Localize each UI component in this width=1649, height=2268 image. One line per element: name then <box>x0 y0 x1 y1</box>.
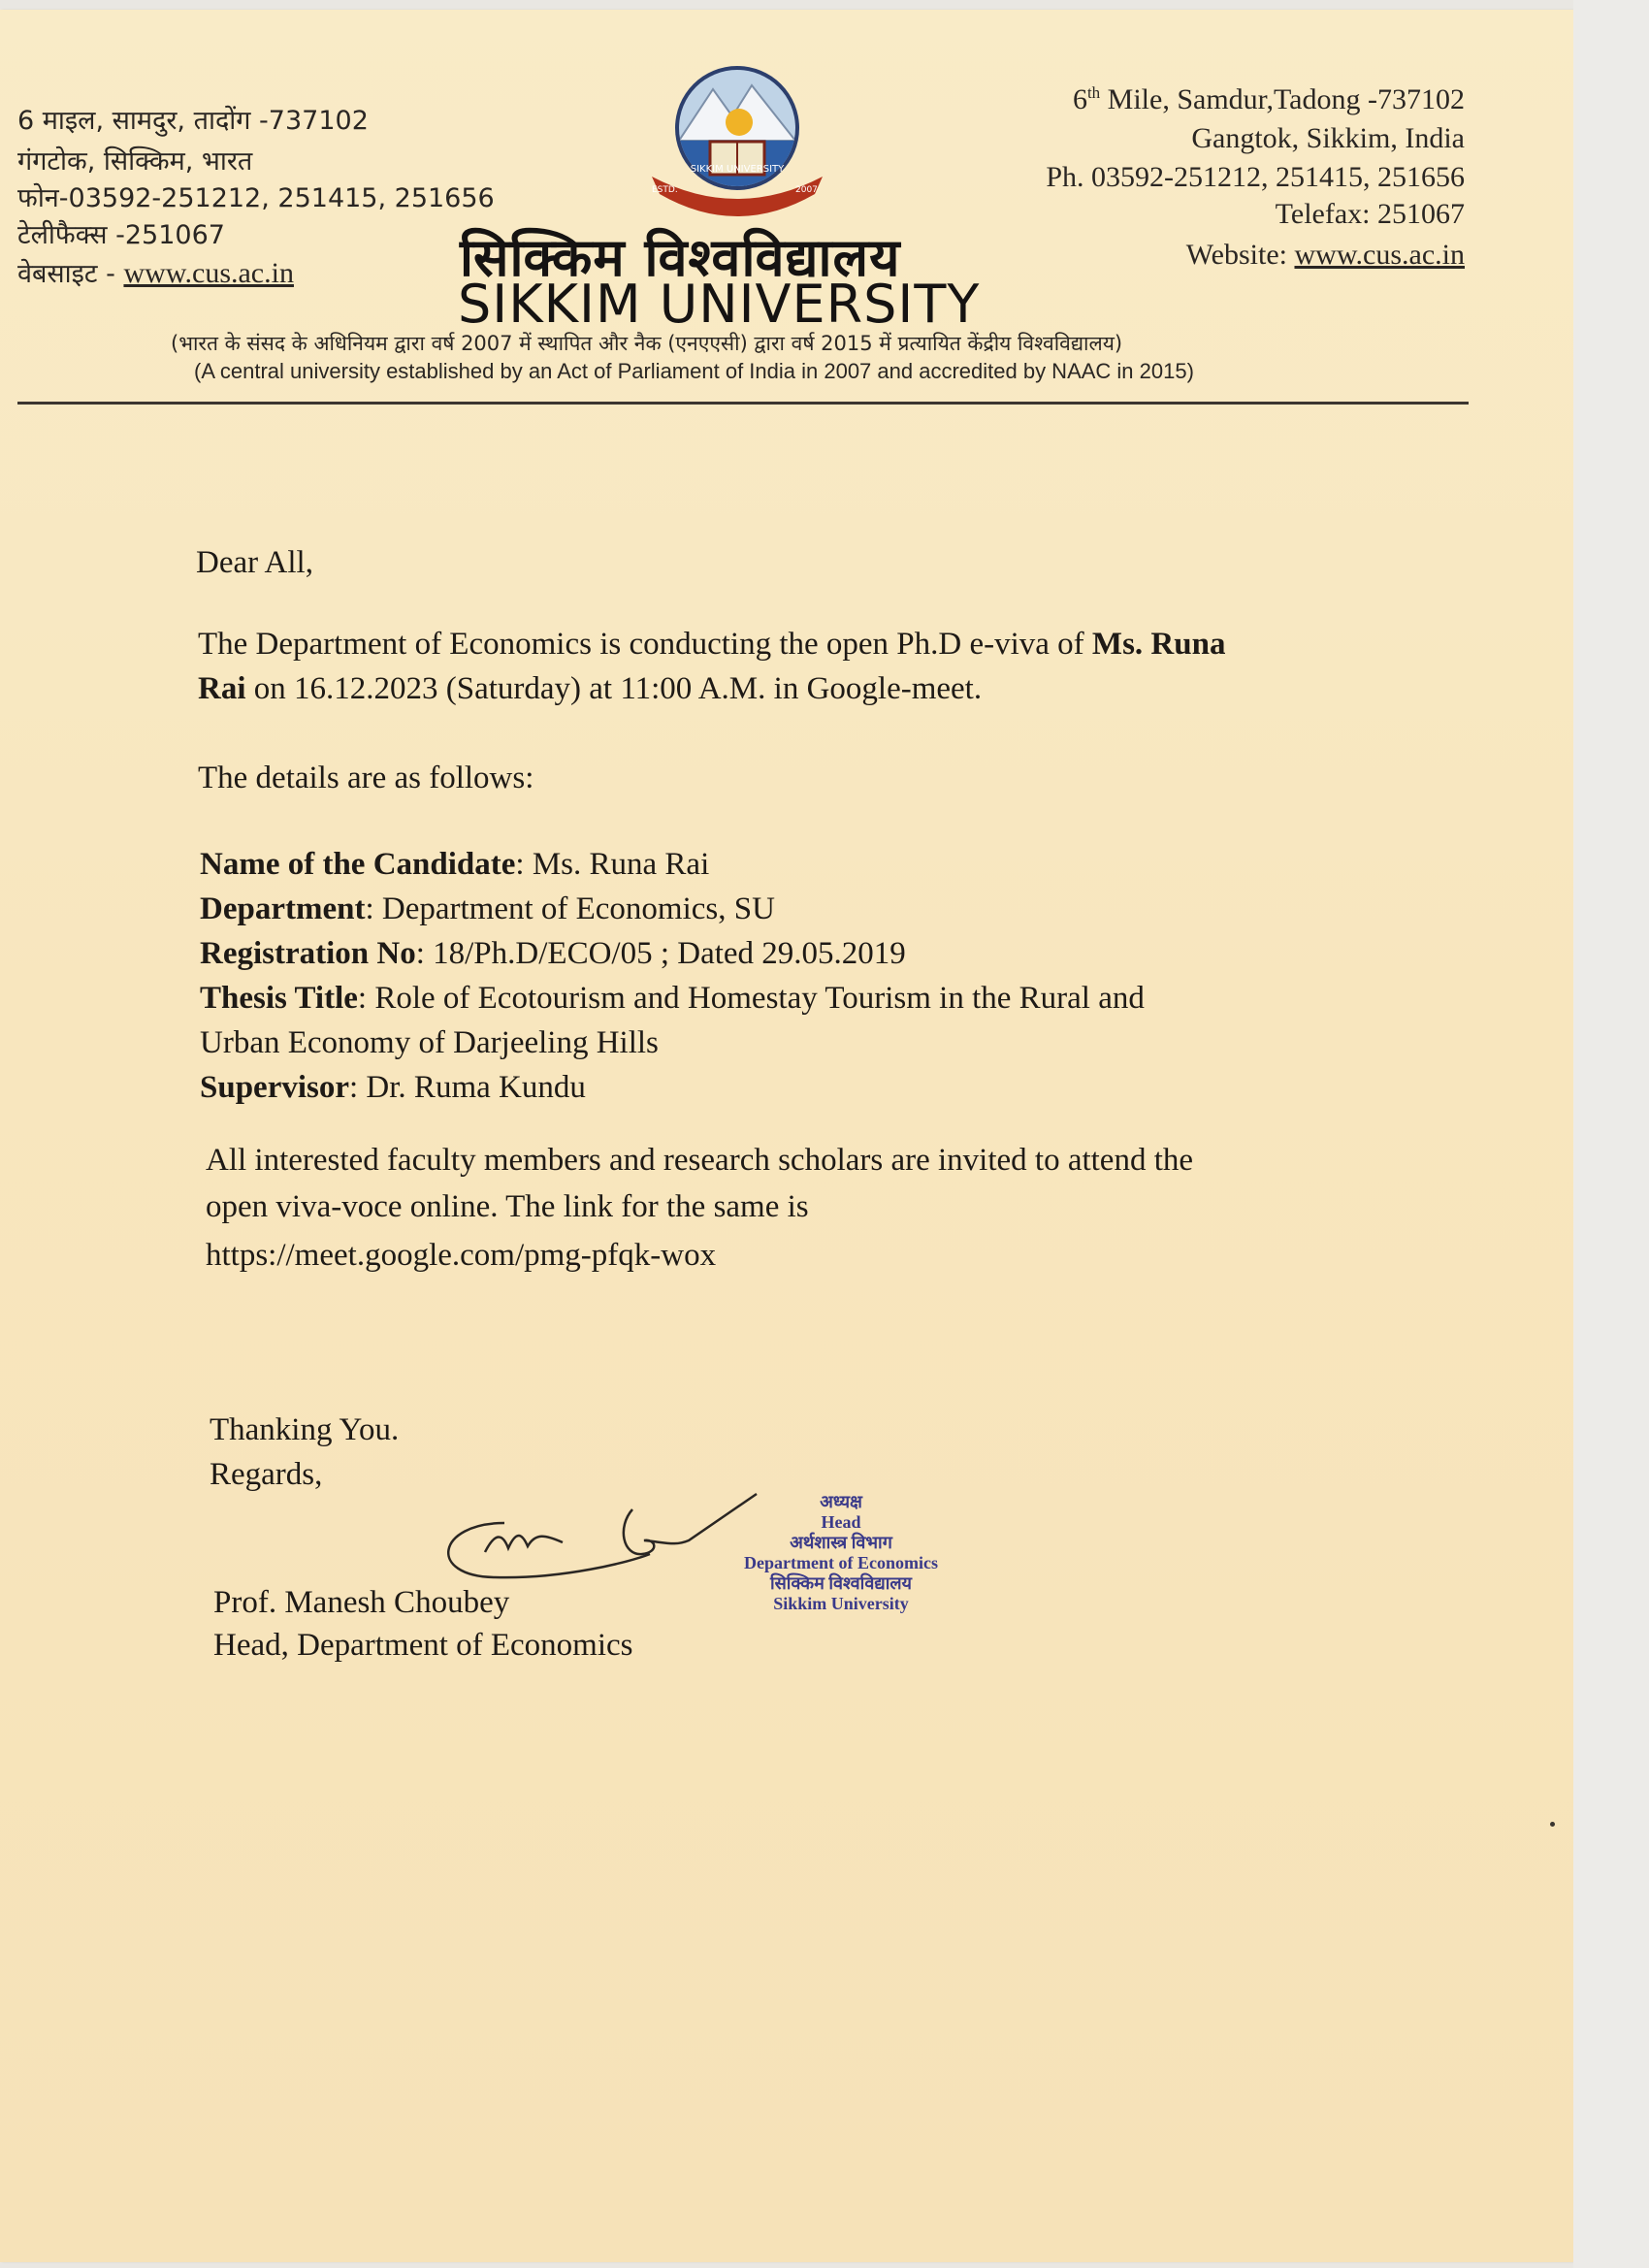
signatory-name: Prof. Manesh Choubey <box>213 1585 510 1620</box>
detail-value: : Dr. Ruma Kundu <box>349 1070 586 1105</box>
stamp-line: सिक्किम विश्वविद्यालय <box>769 1573 913 1593</box>
header-left-website-link[interactable]: www.cus.ac.in <box>123 257 294 289</box>
detail-label: Supervisor <box>200 1070 350 1105</box>
stamp-line: Sikkim University <box>773 1594 909 1613</box>
header-left-line-1: 6 माइल, सामदुर, तादोंग -737102 <box>17 106 369 136</box>
header-right-line-3: Ph. 03592-251212, 251415, 251656 <box>1046 161 1465 193</box>
logo-estd-label: ESTD. <box>652 185 678 195</box>
stamp-line: अध्यक्ष <box>820 1492 862 1511</box>
header-right-website-line <box>1186 239 1465 272</box>
stamp-line: Head <box>821 1512 861 1532</box>
detail-supervisor <box>200 1065 1145 1110</box>
university-title-english: SIKKIM UNIVERSITY <box>458 274 981 335</box>
details-intro: The details are as follows: <box>198 761 534 795</box>
header-left-website-line <box>17 254 294 290</box>
paragraph-1-date-text: on 16.12.2023 (Saturday) at 11:00 A.M. in Google-meet. <box>245 671 983 706</box>
paragraph-1-line-2 <box>198 665 982 712</box>
header-right-line-2: Gangtok, Sikkim, India <box>1191 122 1465 154</box>
salutation: Dear All, <box>196 545 313 580</box>
header-divider <box>17 402 1469 405</box>
sun-icon <box>726 109 753 136</box>
university-logo <box>630 49 844 223</box>
scan-speck <box>1550 1822 1555 1827</box>
department-stamp <box>720 1492 962 1614</box>
detail-registration <box>200 931 1145 976</box>
meeting-link[interactable]: https://meet.google.com/pmg-pfqk-wox <box>206 1238 717 1273</box>
header-right-line-1-text: Mile, Samdur,Tadong -737102 <box>1100 83 1465 115</box>
header-left-website-label: वेबसाइट - <box>17 259 124 289</box>
header-right-line-4: Telefax: 251067 <box>1275 198 1465 230</box>
stamp-line: अर्थशास्त्र विभाग <box>790 1533 892 1552</box>
closing-regards: Regards, <box>210 1457 323 1492</box>
detail-thesis-title-cont <box>200 1021 1145 1065</box>
detail-thesis-title <box>200 976 1145 1021</box>
header-right-website-link[interactable]: www.cus.ac.in <box>1294 239 1465 271</box>
detail-value: : Ms. Runa Rai <box>515 847 710 882</box>
scan-margin <box>1573 0 1649 2268</box>
header-right-line-1-number: 6 <box>1072 83 1087 115</box>
logo-estd-year: 2007 <box>795 185 818 195</box>
detail-label: Name of the Candidate <box>200 847 516 882</box>
details-list <box>200 842 1145 1110</box>
invite-line-2: open viva-voce online. The link for the same is <box>206 1189 809 1224</box>
closing-thanks: Thanking You. <box>210 1412 400 1447</box>
detail-department <box>200 887 1145 931</box>
signatory-title: Head, Department of Economics <box>213 1628 633 1663</box>
detail-value: Urban Economy of Darjeeling Hills <box>200 1025 659 1060</box>
paragraph-1-line-1 <box>198 621 1225 667</box>
detail-label: Department <box>200 891 366 926</box>
invite-line-1: All interested faculty members and research scholars are invited to attend the <box>206 1143 1194 1178</box>
university-subline-hindi: (भारत के संसद के अधिनियम द्वारा वर्ष 2007 में स्थापित और नैक (एनएएसी) द्वारा वर्ष 2015 में प्रत्यायित केंद्रीय विश्वविद्यालय) <box>171 332 1123 355</box>
detail-value: : 18/Ph.D/ECO/05 ; Dated 29.05.2019 <box>415 936 906 971</box>
stamp-line: Department of Economics <box>744 1553 938 1572</box>
university-title-hindi: सिक्किम विश्वविद्यालय <box>460 227 901 288</box>
university-subline-english: (A central university established by an Act of Parliament of India in 2007 and accredited by NAAC in 2015) <box>194 359 1194 383</box>
header-right-website-label: Website: <box>1185 239 1295 271</box>
header-right-line-1 <box>1073 83 1465 116</box>
detail-candidate <box>200 842 1145 887</box>
header-left-line-2: गंगटोक, सिक्किम, भारत <box>17 146 253 177</box>
header-left-line-4: टेलीफैक्स -251067 <box>17 220 225 250</box>
header-left-line-3: फोन-03592-251212, 251415, 251656 <box>17 183 495 213</box>
detail-value: : Department of Economics, SU <box>365 891 775 926</box>
detail-label: Thesis Title <box>200 981 358 1016</box>
paragraph-1-text: The Department of Economics is conducting the open Ph.D e-viva of <box>198 627 1092 662</box>
logo-ribbon-text: SIKKIM UNIVERSITY <box>690 164 785 175</box>
detail-value: : Role of Ecotourism and Homestay Tourism in the Rural and <box>357 981 1145 1016</box>
header-right-line-1-sup: th <box>1086 83 1101 102</box>
candidate-name-part-2: Rai <box>198 671 246 706</box>
detail-label: Registration No <box>200 936 416 971</box>
candidate-name-part-1: Ms. Runa <box>1091 627 1226 662</box>
